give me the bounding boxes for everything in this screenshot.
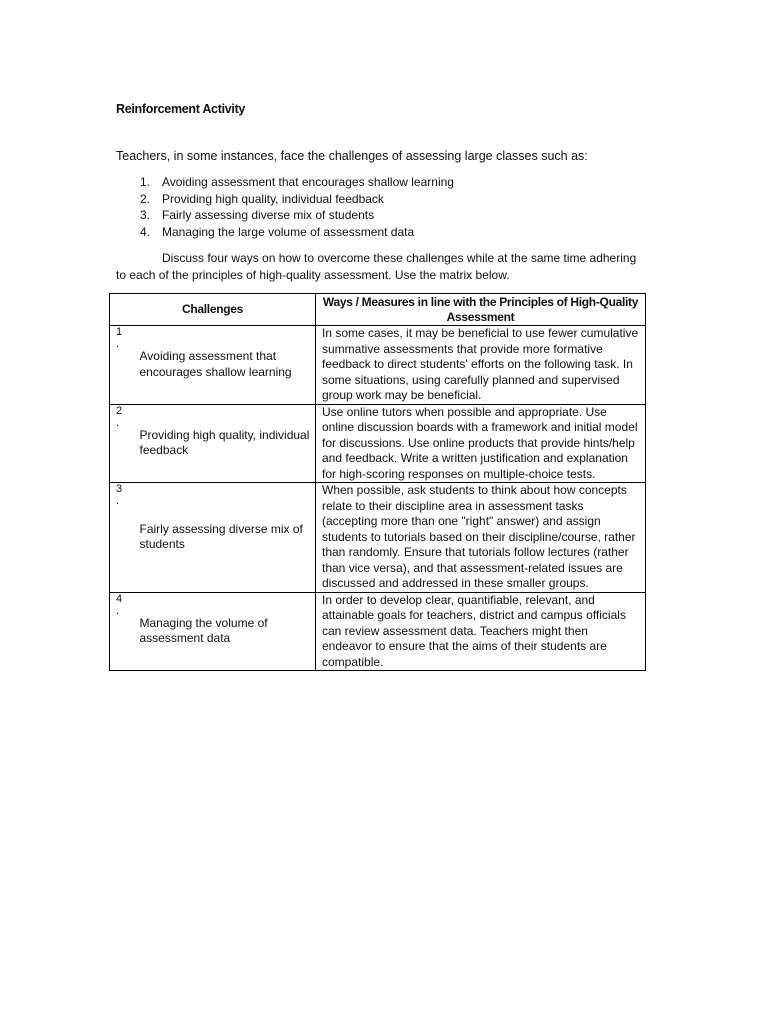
list-number: 3. xyxy=(140,208,151,223)
row-number-dot: . xyxy=(116,416,120,429)
ways-cell: When possible, ask students to think about how concepts relate to their discipline area in assessment tasks (accepting more than one "right" answer) and assign students to tutorials based on their discipline/course, rather than randomly. Ensure that tutorials follow lectures (rather than vice versa), and that assessment-related issues are discussed and addressed in these smaller groups. xyxy=(316,483,646,593)
matrix-header-row xyxy=(110,294,646,326)
intro-paragraph: Teachers, in some instances, face the challenges of assessing large classes such as: xyxy=(116,149,588,163)
list-text: Providing high quality, individual feedback xyxy=(162,191,384,206)
list-item xyxy=(140,224,454,241)
assessment-matrix xyxy=(109,293,646,671)
list-text: Avoiding assessment that encourages shallow learning xyxy=(162,175,454,189)
list-item xyxy=(140,191,454,208)
list-text: Managing the large volume of assessment data xyxy=(162,225,415,240)
row-number-dot: . xyxy=(116,495,120,507)
challenge-cell: Fairly assessing diverse mix of students xyxy=(132,483,316,593)
row-number-digit: 4 xyxy=(116,592,123,605)
discuss-paragraph xyxy=(116,250,646,284)
row-number xyxy=(110,326,132,405)
row-number-dot: . xyxy=(116,604,120,617)
ways-cell: Use online tutors when possible and appropriate. Use online discussion boards with a framework and initial model for discussions. Use online products that provide hints/help and feedback. Write a written justification and explanation for high-scoring responses on multiple-choice tests. xyxy=(316,404,646,483)
list-item xyxy=(140,207,454,224)
list-number: 1. xyxy=(140,175,151,189)
list-text: Fairly assessing diverse mix of students xyxy=(162,208,375,223)
table-row xyxy=(110,404,646,483)
row-number-dot: . xyxy=(116,338,120,350)
table-row xyxy=(110,592,646,671)
challenge-cell: Managing the volume of assessment data xyxy=(132,592,316,671)
challenge-cell: Providing high quality, individual feedback xyxy=(132,404,316,483)
table-row xyxy=(110,483,646,593)
list-number: 4. xyxy=(140,225,151,240)
challenge-list xyxy=(140,174,454,241)
list-item xyxy=(140,174,454,191)
row-number-digit: 3 xyxy=(116,483,123,495)
table-row xyxy=(110,326,646,405)
column-header-ways: Ways / Measures in line with the Principles of High-Quality Assessment xyxy=(316,294,646,326)
column-header-challenges: Challenges xyxy=(110,294,316,326)
ways-cell: In order to develop clear, quantifiable, relevant, and attainable goals for teachers, district and campus officials can review assessment data. Teachers might then endeavor to ensure that the aims of their students are compatible. xyxy=(316,592,646,671)
page-heading: Reinforcement Activity xyxy=(116,102,246,116)
discuss-text: Discuss four ways on how to overcome these challenges while at the same time adhering to each of the principles of high-quality assessment. Use the matrix below. xyxy=(116,251,637,282)
ways-cell: In some cases, it may be beneficial to use fewer cumulative summative assessments that provide more formative feedback to direct students' efforts on the following task. In some situations, using carefully planned and supervised group work may be beneficial. xyxy=(316,326,646,405)
row-number-digit: 1 xyxy=(116,326,123,338)
list-number: 2. xyxy=(140,191,151,206)
row-number xyxy=(110,483,132,593)
row-number xyxy=(110,592,132,671)
row-number-digit: 2 xyxy=(116,404,123,417)
row-number xyxy=(110,404,132,483)
challenge-cell: Avoiding assessment that encourages shallow learning xyxy=(132,326,316,405)
